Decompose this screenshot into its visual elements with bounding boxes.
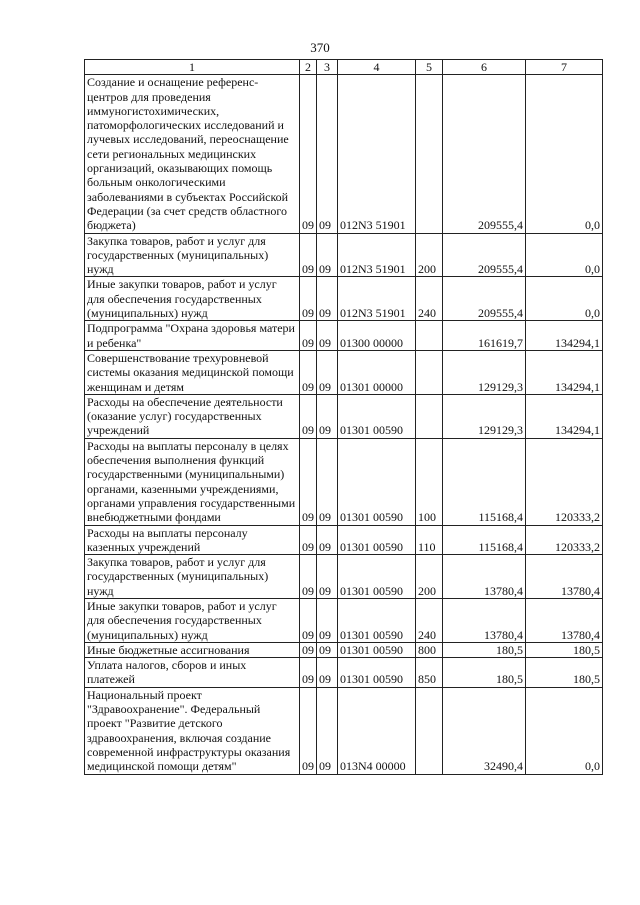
row-name-cell: Расходы на выплаты персоналу в целях обеспечения выполнения функций государственными (муниципальными) органами, казенными учреждениями, органами управления государственными внебюджетными фондами: [85, 438, 300, 525]
row-name-cell: Подпрограмма "Охрана здоровья матери и ребенка": [85, 321, 300, 351]
subsection-cell: 09: [317, 277, 338, 321]
subsection-cell: 09: [317, 525, 338, 555]
subsection-cell: 09: [317, 321, 338, 351]
table-row: [85, 233, 603, 277]
table-row: [85, 598, 603, 642]
row-name-cell: Иные бюджетные ассигнования: [85, 642, 300, 657]
target-code-cell: 013N4 00000: [338, 687, 416, 774]
table-row: [85, 525, 603, 555]
table-row: [85, 321, 603, 351]
table-row: [85, 658, 603, 688]
target-code-cell: 01301 00590: [338, 525, 416, 555]
amount-year2-cell: 0,0: [526, 277, 603, 321]
amount-year2-cell: 120333,2: [526, 438, 603, 525]
header-cell: 1: [85, 60, 300, 75]
target-code-cell: 01301 00590: [338, 438, 416, 525]
header-cell: 6: [443, 60, 526, 75]
subsection-cell: 09: [317, 642, 338, 657]
expense-type-cell: 200: [416, 233, 443, 277]
row-name-cell: Иные закупки товаров, работ и услуг для обеспечения государственных (муниципальных) нужд: [85, 598, 300, 642]
row-name-cell: Создание и оснащение референс-центров для проведения иммуногистохимических, патоморфологических исследований и лучевых исследований, переоснащение сети региональных медицинских организаций, оказывающих помощь больным онкологическими заболеваниями в субъектах Российской Федерации (за счет средств областного бюджета): [85, 75, 300, 233]
row-name-cell: Расходы на обеспечение деятельности (оказание услуг) государственных учреждений: [85, 394, 300, 438]
section-cell: 09: [300, 350, 317, 394]
section-cell: 09: [300, 642, 317, 657]
section-cell: 09: [300, 394, 317, 438]
expense-type-cell: [416, 687, 443, 774]
row-name-cell: Закупка товаров, работ и услуг для государственных (муниципальных) нужд: [85, 555, 300, 599]
amount-year1-cell: 115168,4: [443, 438, 526, 525]
subsection-cell: 09: [317, 350, 338, 394]
amount-year2-cell: 134294,1: [526, 321, 603, 351]
row-name-cell: Закупка товаров, работ и услуг для государственных (муниципальных) нужд: [85, 233, 300, 277]
amount-year1-cell: 32490,4: [443, 687, 526, 774]
amount-year1-cell: 115168,4: [443, 525, 526, 555]
expense-type-cell: [416, 350, 443, 394]
expense-type-cell: 850: [416, 658, 443, 688]
table-row: [85, 277, 603, 321]
amount-year1-cell: 209555,4: [443, 277, 526, 321]
expense-type-cell: [416, 394, 443, 438]
page-number: 370: [310, 40, 330, 55]
table-row: [85, 75, 603, 233]
row-name-cell: Совершенствование трехуровневой системы оказания медицинской помощи женщинам и детям: [85, 350, 300, 394]
header-cell: 2: [300, 60, 317, 75]
table-row: [85, 687, 603, 774]
amount-year1-cell: 180,5: [443, 642, 526, 657]
header-cell: 7: [526, 60, 603, 75]
expense-type-cell: [416, 321, 443, 351]
row-name-cell: Иные закупки товаров, работ и услуг для обеспечения государственных (муниципальных) нужд: [85, 277, 300, 321]
amount-year1-cell: 129129,3: [443, 394, 526, 438]
row-name-cell: Расходы на выплаты персоналу казенных учреждений: [85, 525, 300, 555]
amount-year1-cell: 129129,3: [443, 350, 526, 394]
subsection-cell: 09: [317, 233, 338, 277]
section-cell: 09: [300, 525, 317, 555]
target-code-cell: 012N3 51901: [338, 75, 416, 233]
expense-type-cell: 800: [416, 642, 443, 657]
target-code-cell: 012N3 51901: [338, 233, 416, 277]
subsection-cell: 09: [317, 598, 338, 642]
table-row: [85, 350, 603, 394]
target-code-cell: 01301 00590: [338, 555, 416, 599]
section-cell: 09: [300, 233, 317, 277]
target-code-cell: 01301 00000: [338, 350, 416, 394]
target-code-cell: 012N3 51901: [338, 277, 416, 321]
section-cell: 09: [300, 555, 317, 599]
amount-year2-cell: 0,0: [526, 687, 603, 774]
subsection-cell: 09: [317, 687, 338, 774]
expense-type-cell: [416, 75, 443, 233]
target-code-cell: 01301 00590: [338, 642, 416, 657]
header-cell: 4: [338, 60, 416, 75]
target-code-cell: 01300 00000: [338, 321, 416, 351]
row-name-cell: Уплата налогов, сборов и иных платежей: [85, 658, 300, 688]
subsection-cell: 09: [317, 75, 338, 233]
section-cell: 09: [300, 75, 317, 233]
amount-year1-cell: 209555,4: [443, 233, 526, 277]
amount-year2-cell: 180,5: [526, 642, 603, 657]
section-cell: 09: [300, 277, 317, 321]
amount-year2-cell: 134294,1: [526, 350, 603, 394]
budget-table: [84, 59, 603, 775]
amount-year1-cell: 180,5: [443, 658, 526, 688]
amount-year2-cell: 120333,2: [526, 525, 603, 555]
header-row: [85, 60, 603, 75]
section-cell: 09: [300, 598, 317, 642]
amount-year1-cell: 161619,7: [443, 321, 526, 351]
header-cell: 3: [317, 60, 338, 75]
amount-year2-cell: 0,0: [526, 75, 603, 233]
header-cell: 5: [416, 60, 443, 75]
amount-year2-cell: 0,0: [526, 233, 603, 277]
amount-year1-cell: 13780,4: [443, 598, 526, 642]
amount-year1-cell: 13780,4: [443, 555, 526, 599]
amount-year2-cell: 13780,4: [526, 555, 603, 599]
row-name-cell: Национальный проект "Здравоохранение". Федеральный проект "Развитие детского здравоохранения, включая создание современной инфраструктуры оказания медицинской помощи детям": [85, 687, 300, 774]
expense-type-cell: 200: [416, 555, 443, 599]
expense-type-cell: 240: [416, 598, 443, 642]
table-row: [85, 642, 603, 657]
expense-type-cell: 240: [416, 277, 443, 321]
subsection-cell: 09: [317, 394, 338, 438]
target-code-cell: 01301 00590: [338, 658, 416, 688]
expense-type-cell: 110: [416, 525, 443, 555]
section-cell: 09: [300, 687, 317, 774]
section-cell: 09: [300, 438, 317, 525]
table-row: [85, 555, 603, 599]
section-cell: 09: [300, 658, 317, 688]
expense-type-cell: 100: [416, 438, 443, 525]
target-code-cell: 01301 00590: [338, 394, 416, 438]
subsection-cell: 09: [317, 658, 338, 688]
amount-year2-cell: 13780,4: [526, 598, 603, 642]
target-code-cell: 01301 00590: [338, 598, 416, 642]
subsection-cell: 09: [317, 438, 338, 525]
subsection-cell: 09: [317, 555, 338, 599]
section-cell: 09: [300, 321, 317, 351]
amount-year1-cell: 209555,4: [443, 75, 526, 233]
table-row: [85, 438, 603, 525]
amount-year2-cell: 134294,1: [526, 394, 603, 438]
amount-year2-cell: 180,5: [526, 658, 603, 688]
table-row: [85, 394, 603, 438]
